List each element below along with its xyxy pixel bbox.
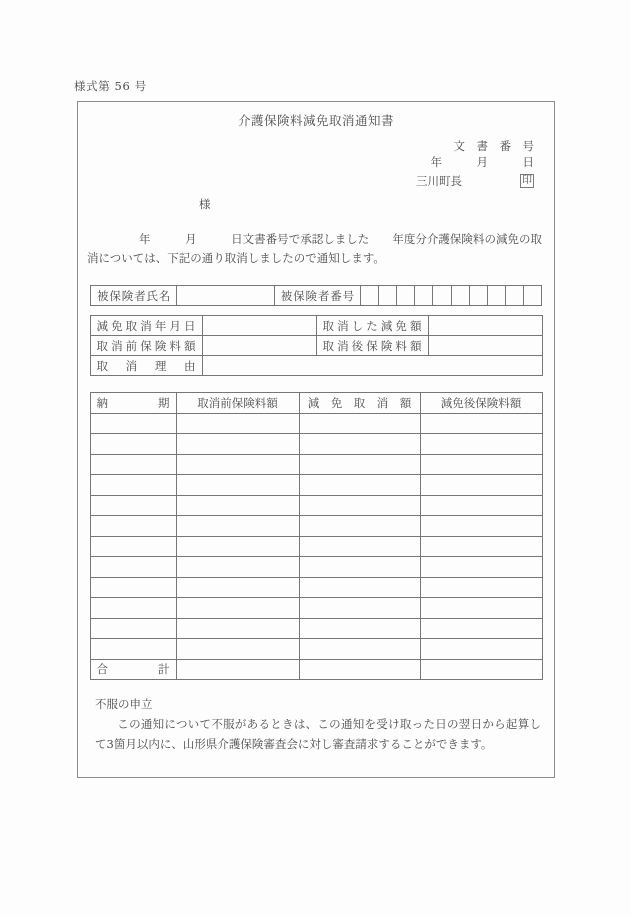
cell-cancelled-amount[interactable]: [299, 639, 420, 660]
cell-premium-after[interactable]: [420, 598, 542, 619]
column-header-premium-before: 取消前保険料額: [176, 393, 299, 414]
cell-cancelled-amount[interactable]: [299, 475, 420, 496]
cell-cancelled-amount[interactable]: [299, 495, 420, 516]
cancel-date-value[interactable]: [202, 316, 316, 336]
insured-name-label: 被保険者氏名: [91, 286, 177, 306]
issuer-row: [87, 173, 545, 189]
body-paragraph-text: 年 月 日文書番号で承認しました 年度分介護保険料の減免の取消については、下記の通り取消しましたので通知します。: [87, 232, 542, 265]
body-paragraph: [87, 230, 545, 268]
cell-period[interactable]: [90, 495, 176, 516]
table-row: [90, 454, 542, 475]
cell-premium-after[interactable]: [420, 475, 542, 496]
insured-number-digit-7[interactable]: [469, 286, 487, 306]
seal-stamp-icon: 印: [522, 175, 532, 186]
cancel-reason-value[interactable]: [202, 356, 542, 376]
premium-before-cancel-value[interactable]: [202, 336, 316, 356]
cell-premium-before[interactable]: [176, 577, 299, 598]
cell-cancelled-amount[interactable]: [299, 413, 420, 434]
table-row: [90, 639, 542, 660]
insured-number-digit-3[interactable]: [397, 286, 415, 306]
insured-number-digit-2[interactable]: [379, 286, 397, 306]
cell-period[interactable]: [90, 618, 176, 639]
issue-date-label: 年 月 日: [430, 155, 534, 169]
issuer-name: 三川町長: [416, 174, 462, 188]
table-row: [91, 286, 542, 306]
cell-period[interactable]: [90, 516, 176, 537]
table-row: [90, 316, 542, 336]
premium-before-cancel-label: 取消前保険料額: [90, 336, 202, 356]
appeal-title: 不服の申立: [95, 697, 153, 711]
form-number-label: 様式第 56 号: [74, 79, 147, 93]
addressee-suffix: 様: [199, 197, 211, 211]
cancel-date-label: 減免取消年月日: [90, 316, 202, 336]
cell-premium-after[interactable]: [420, 577, 542, 598]
premium-after-cancel-value[interactable]: [428, 336, 542, 356]
cell-premium-before[interactable]: [176, 598, 299, 619]
cell-cancelled-amount[interactable]: [299, 598, 420, 619]
column-header-period: 納 期: [90, 393, 176, 414]
table-row: [90, 356, 542, 376]
cell-period[interactable]: [90, 598, 176, 619]
cell-period[interactable]: [90, 434, 176, 455]
table-row: [90, 536, 542, 557]
table-row: [90, 413, 542, 434]
total-premium-before[interactable]: [176, 659, 299, 680]
cell-period[interactable]: [90, 475, 176, 496]
cancel-reason-label: 取 消 理 由: [90, 356, 202, 376]
insured-number-digit-10[interactable]: [523, 286, 541, 306]
table-row: [90, 495, 542, 516]
cell-cancelled-amount[interactable]: [299, 434, 420, 455]
cell-premium-before[interactable]: [176, 557, 299, 578]
insured-number-label: 被保険者番号: [274, 286, 360, 306]
insured-number-digit-9[interactable]: [505, 286, 523, 306]
cell-premium-after[interactable]: [420, 516, 542, 537]
appeal-section: [87, 694, 545, 754]
cell-premium-after[interactable]: [420, 495, 542, 516]
table-row: [90, 434, 542, 455]
cancelled-reduction-amount-label: 取消した減免額: [316, 316, 428, 336]
total-label: 合 計: [90, 659, 176, 680]
table-row: [90, 618, 542, 639]
cell-cancelled-amount[interactable]: [299, 557, 420, 578]
payment-rows-body: [90, 413, 542, 680]
appeal-body: [95, 714, 541, 754]
cell-premium-after[interactable]: [420, 557, 542, 578]
appeal-text: この通知について不服があるときは、この通知を受け取った日の翌日から起算して3箇月以内に、山形県介護保険審査会に対し審査請求することができます。: [95, 717, 542, 751]
table-row: [90, 336, 542, 356]
column-header-cancelled-amount: 減 免 取 消 額: [299, 393, 420, 414]
insured-number-digit-5[interactable]: [433, 286, 451, 306]
insured-number-digit-1[interactable]: [361, 286, 379, 306]
cell-cancelled-amount[interactable]: [299, 454, 420, 475]
cell-period[interactable]: [90, 454, 176, 475]
cell-premium-after[interactable]: [420, 454, 542, 475]
table-row: [90, 577, 542, 598]
column-header-premium-after: 減免後保険料額: [420, 393, 542, 414]
cell-cancelled-amount[interactable]: [299, 516, 420, 537]
cell-period[interactable]: [90, 639, 176, 660]
cell-premium-before[interactable]: [176, 639, 299, 660]
cell-premium-after[interactable]: [420, 536, 542, 557]
cell-cancelled-amount[interactable]: [299, 577, 420, 598]
cell-premium-before[interactable]: [176, 454, 299, 475]
cell-period[interactable]: [90, 557, 176, 578]
insured-name-value[interactable]: [177, 286, 274, 306]
document-number-label: 文 書 番 号: [453, 139, 534, 153]
cell-premium-after[interactable]: [420, 618, 542, 639]
cell-cancelled-amount[interactable]: [299, 536, 420, 557]
table-row: [90, 516, 542, 537]
cell-premium-before[interactable]: [176, 413, 299, 434]
cell-premium-before[interactable]: [176, 475, 299, 496]
premium-after-cancel-label: 取消後保険料額: [316, 336, 428, 356]
cell-premium-before[interactable]: [176, 618, 299, 639]
cell-premium-before[interactable]: [176, 495, 299, 516]
document-number-block: [87, 138, 545, 170]
cell-premium-before[interactable]: [176, 536, 299, 557]
cell-premium-before[interactable]: [176, 434, 299, 455]
cancellation-detail-table: [90, 315, 543, 376]
cell-period[interactable]: [90, 413, 176, 434]
insured-number-digit-4[interactable]: [415, 286, 433, 306]
total-cancelled-amount[interactable]: [299, 659, 420, 680]
cell-premium-before[interactable]: [176, 516, 299, 537]
table-header-row: [90, 393, 542, 414]
cell-premium-after[interactable]: [420, 434, 542, 455]
cancelled-reduction-amount-value[interactable]: [428, 316, 542, 336]
cell-period[interactable]: [90, 536, 176, 557]
insured-person-table: [90, 285, 542, 306]
insured-number-digit-6[interactable]: [451, 286, 469, 306]
page-title: 介護保険料減免取消通知書: [237, 113, 394, 128]
document-frame: [77, 101, 555, 778]
cell-cancelled-amount[interactable]: [299, 618, 420, 639]
insured-number-digit-8[interactable]: [487, 286, 505, 306]
payment-periods-table: [90, 392, 543, 680]
cell-period[interactable]: [90, 577, 176, 598]
document-inner: [78, 111, 554, 786]
cell-premium-after[interactable]: [420, 639, 542, 660]
total-premium-after[interactable]: [420, 659, 542, 680]
table-row: [90, 598, 542, 619]
table-row: [90, 557, 542, 578]
cell-premium-after[interactable]: [420, 413, 542, 434]
table-total-row: [90, 659, 542, 680]
table-row: [90, 475, 542, 496]
